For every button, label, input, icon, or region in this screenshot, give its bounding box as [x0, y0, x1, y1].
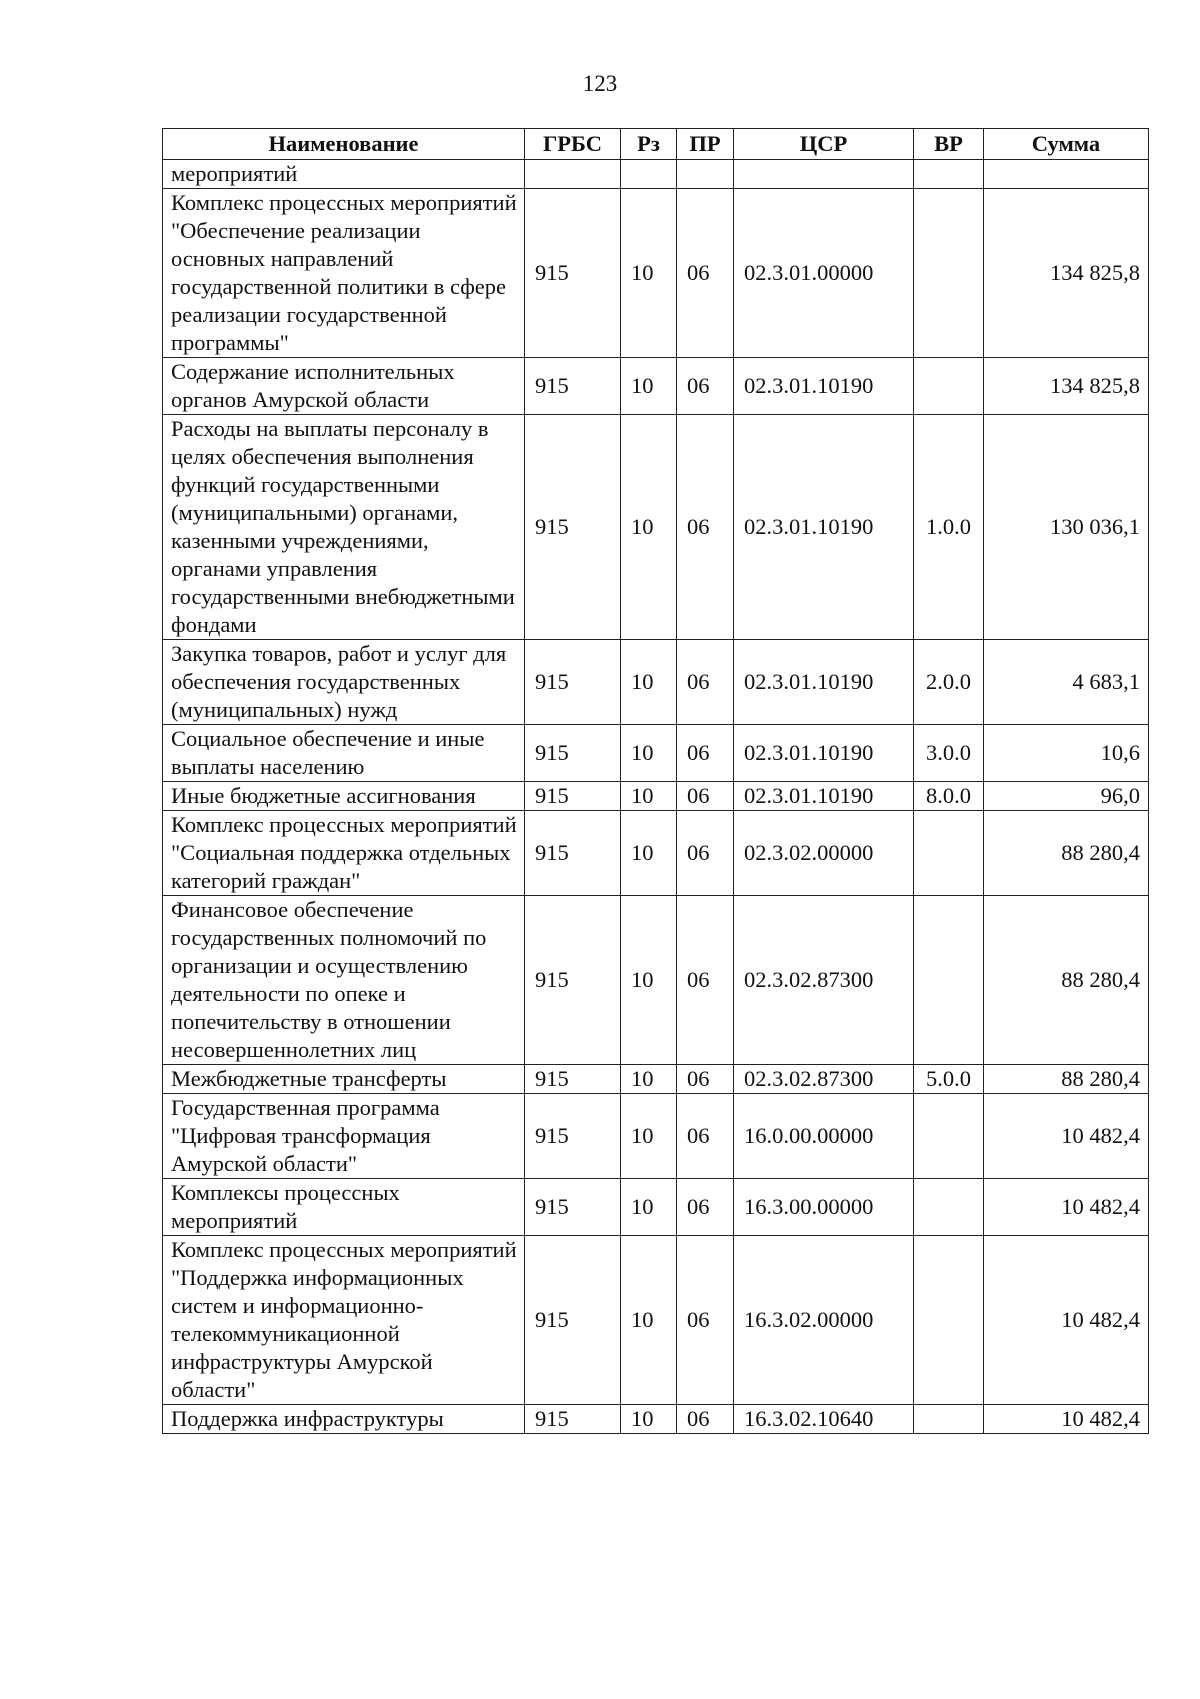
cell-rz: 10 — [621, 1179, 677, 1236]
cell-csr: 16.3.00.00000 — [734, 1179, 914, 1236]
table-row — [163, 640, 1149, 725]
cell-rz — [621, 160, 677, 189]
cell-vr — [914, 189, 984, 358]
cell-pr: 06 — [677, 782, 734, 811]
cell-pr: 06 — [677, 1236, 734, 1405]
table-row — [163, 725, 1149, 782]
cell-sum: 134 825,8 — [984, 358, 1149, 415]
cell-grbs: 915 — [525, 811, 621, 896]
cell-csr: 02.3.02.87300 — [734, 896, 914, 1065]
cell-name: Комплекс процессных мероприятий "Обеспечение реализации основных направлений государственной политики в сфере реализации государственной программы" — [163, 189, 525, 358]
cell-pr: 06 — [677, 896, 734, 1065]
cell-vr — [914, 1179, 984, 1236]
cell-pr: 06 — [677, 640, 734, 725]
cell-vr — [914, 1236, 984, 1405]
cell-csr: 02.3.01.10190 — [734, 725, 914, 782]
cell-rz: 10 — [621, 640, 677, 725]
table-row — [163, 1405, 1149, 1434]
table-header — [163, 129, 1149, 160]
cell-sum: 10 482,4 — [984, 1405, 1149, 1434]
table-row — [163, 1236, 1149, 1405]
cell-rz: 10 — [621, 1405, 677, 1434]
cell-rz: 10 — [621, 358, 677, 415]
cell-name: Комплексы процессных мероприятий — [163, 1179, 525, 1236]
cell-grbs: 915 — [525, 1065, 621, 1094]
table-row — [163, 1065, 1149, 1094]
cell-sum: 10 482,4 — [984, 1179, 1149, 1236]
cell-rz: 10 — [621, 782, 677, 811]
cell-vr: 2.0.0 — [914, 640, 984, 725]
cell-sum: 10 482,4 — [984, 1236, 1149, 1405]
cell-vr: 5.0.0 — [914, 1065, 984, 1094]
header-pr: ПР — [677, 129, 734, 160]
cell-grbs: 915 — [525, 782, 621, 811]
cell-pr: 06 — [677, 1179, 734, 1236]
cell-csr: 16.0.00.00000 — [734, 1094, 914, 1179]
table-row — [163, 811, 1149, 896]
cell-pr: 06 — [677, 358, 734, 415]
cell-pr: 06 — [677, 1065, 734, 1094]
cell-sum: 88 280,4 — [984, 896, 1149, 1065]
header-rz: Рз — [621, 129, 677, 160]
header-sum: Сумма — [984, 129, 1149, 160]
cell-rz: 10 — [621, 1236, 677, 1405]
cell-grbs: 915 — [525, 1236, 621, 1405]
cell-grbs: 915 — [525, 358, 621, 415]
cell-name: Государственная программа "Цифровая трансформация Амурской области" — [163, 1094, 525, 1179]
cell-name: Закупка товаров, работ и услуг для обеспечения государственных (муниципальных) нужд — [163, 640, 525, 725]
cell-grbs — [525, 160, 621, 189]
cell-name: Комплекс процессных мероприятий "Поддержка информационных систем и информационно-телекоммуникационной инфраструктуры Амурской области" — [163, 1236, 525, 1405]
cell-grbs: 915 — [525, 725, 621, 782]
header-name: Наименование — [163, 129, 525, 160]
table-row — [163, 1179, 1149, 1236]
cell-pr: 06 — [677, 1094, 734, 1179]
cell-vr: 3.0.0 — [914, 725, 984, 782]
cell-vr — [914, 160, 984, 189]
cell-csr: 02.3.01.10190 — [734, 358, 914, 415]
table-row — [163, 1094, 1149, 1179]
cell-vr — [914, 358, 984, 415]
cell-vr — [914, 1094, 984, 1179]
cell-sum — [984, 160, 1149, 189]
cell-grbs: 915 — [525, 415, 621, 640]
table-row — [163, 160, 1149, 189]
cell-pr: 06 — [677, 1405, 734, 1434]
cell-vr — [914, 1405, 984, 1434]
cell-csr: 02.3.01.10190 — [734, 415, 914, 640]
cell-sum: 10 482,4 — [984, 1094, 1149, 1179]
cell-pr — [677, 160, 734, 189]
table-row — [163, 896, 1149, 1065]
cell-grbs: 915 — [525, 1179, 621, 1236]
header-row — [163, 129, 1149, 160]
table-row — [163, 358, 1149, 415]
cell-sum: 88 280,4 — [984, 1065, 1149, 1094]
cell-grbs: 915 — [525, 189, 621, 358]
cell-rz: 10 — [621, 725, 677, 782]
cell-rz: 10 — [621, 189, 677, 358]
cell-csr: 02.3.01.10190 — [734, 640, 914, 725]
cell-sum: 10,6 — [984, 725, 1149, 782]
cell-rz: 10 — [621, 415, 677, 640]
cell-name: мероприятий — [163, 160, 525, 189]
table-row — [163, 189, 1149, 358]
cell-grbs: 915 — [525, 1094, 621, 1179]
cell-sum: 88 280,4 — [984, 811, 1149, 896]
table-body — [163, 160, 1149, 1434]
cell-name: Финансовое обеспечение государственных полномочий по организации и осуществлению деятельности по опеке и попечительству в отношении несовершеннолетних лиц — [163, 896, 525, 1065]
cell-name: Содержание исполнительных органов Амурской области — [163, 358, 525, 415]
cell-csr: 16.3.02.10640 — [734, 1405, 914, 1434]
cell-name: Межбюджетные трансферты — [163, 1065, 525, 1094]
cell-pr: 06 — [677, 415, 734, 640]
cell-pr: 06 — [677, 189, 734, 358]
cell-sum: 4 683,1 — [984, 640, 1149, 725]
cell-pr: 06 — [677, 811, 734, 896]
cell-grbs: 915 — [525, 1405, 621, 1434]
cell-csr: 02.3.01.00000 — [734, 189, 914, 358]
cell-name: Комплекс процессных мероприятий "Социальная поддержка отдельных категорий граждан" — [163, 811, 525, 896]
cell-rz: 10 — [621, 811, 677, 896]
cell-sum: 134 825,8 — [984, 189, 1149, 358]
cell-name: Социальное обеспечение и иные выплаты населению — [163, 725, 525, 782]
cell-grbs: 915 — [525, 640, 621, 725]
cell-name: Поддержка инфраструктуры — [163, 1405, 525, 1434]
budget-table — [162, 128, 1149, 1434]
cell-rz: 10 — [621, 1094, 677, 1179]
header-grbs: ГРБС — [525, 129, 621, 160]
cell-rz: 10 — [621, 1065, 677, 1094]
cell-rz: 10 — [621, 896, 677, 1065]
cell-name: Расходы на выплаты персоналу в целях обеспечения выполнения функций государственными (муниципальными) органами, казенными учреждениями, органами управления государственными внебюджетными фондами — [163, 415, 525, 640]
table-row — [163, 782, 1149, 811]
page-number: 123 — [582, 71, 618, 96]
cell-vr: 8.0.0 — [914, 782, 984, 811]
table-row — [163, 415, 1149, 640]
cell-csr — [734, 160, 914, 189]
cell-csr: 02.3.01.10190 — [734, 782, 914, 811]
cell-name: Иные бюджетные ассигнования — [163, 782, 525, 811]
cell-csr: 16.3.02.00000 — [734, 1236, 914, 1405]
cell-csr: 02.3.02.87300 — [734, 1065, 914, 1094]
cell-vr — [914, 896, 984, 1065]
cell-pr: 06 — [677, 725, 734, 782]
header-csr: ЦСР — [734, 129, 914, 160]
header-vr: ВР — [914, 129, 984, 160]
cell-sum: 130 036,1 — [984, 415, 1149, 640]
cell-vr — [914, 811, 984, 896]
cell-sum: 96,0 — [984, 782, 1149, 811]
cell-csr: 02.3.02.00000 — [734, 811, 914, 896]
cell-vr: 1.0.0 — [914, 415, 984, 640]
cell-grbs: 915 — [525, 896, 621, 1065]
